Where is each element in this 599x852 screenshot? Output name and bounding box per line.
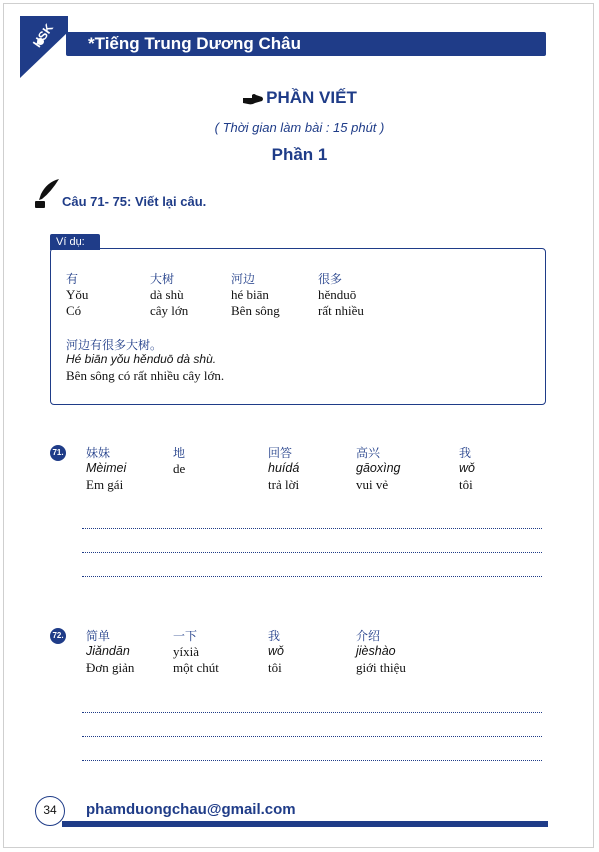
example-sentence-pinyin: Hé biān yǒu hěnduō dà shù. bbox=[66, 352, 217, 366]
exercise-word-pinyin: Mèimei bbox=[86, 461, 127, 475]
example-tab: Ví dụ: bbox=[50, 234, 100, 250]
exercise-word-vietnamese: một chút bbox=[173, 660, 219, 675]
example-word-vietnamese: cây lớn bbox=[150, 303, 189, 318]
exercise-word-zh: 妹妹 bbox=[86, 446, 111, 460]
example-word-pinyin: dà shù bbox=[150, 287, 184, 302]
example-word-vietnamese: rất nhiều bbox=[318, 303, 364, 318]
exercise-word-vietnamese: tôi bbox=[268, 660, 282, 675]
brand-header: *Tiếng Trung Dương Châu bbox=[66, 32, 546, 56]
footer-email[interactable]: phamduongchau@gmail.com bbox=[86, 801, 296, 818]
example-word-pinyin: Yǒu bbox=[66, 287, 89, 302]
example-word-pinyin: hěnduō bbox=[318, 287, 357, 302]
section-title: PHẦN VIẾT bbox=[266, 88, 357, 107]
exercise-word-zh: 介绍 bbox=[356, 629, 381, 643]
time-note: ( Thời gian làm bài : 15 phút ) bbox=[214, 120, 385, 135]
exercise-word-zh: 高兴 bbox=[356, 446, 381, 460]
page-number: 34 bbox=[35, 796, 65, 826]
exercise-word-vietnamese: Đơn giản bbox=[86, 660, 135, 675]
example-word-vietnamese: Có bbox=[66, 303, 82, 318]
exercise-word-pinyin: huídá bbox=[268, 461, 300, 475]
exercise-word-pinyin: de bbox=[173, 461, 186, 476]
answer-line[interactable] bbox=[82, 552, 542, 553]
exercise-word-zh: 回答 bbox=[268, 446, 293, 460]
example-word-vietnamese: Bên sông bbox=[231, 303, 280, 318]
exercise-word-zh: 我 bbox=[268, 629, 281, 643]
exercise-number: 71. bbox=[50, 445, 66, 461]
quill-pen-icon bbox=[33, 178, 61, 210]
exercise-word-pinyin: wǒ bbox=[459, 461, 475, 475]
exercise-word-zh: 简单 bbox=[86, 629, 111, 643]
exercise-word-pinyin: yíxià bbox=[173, 644, 199, 659]
pointing-hand-icon bbox=[242, 92, 264, 106]
example-word-zh: 河边 bbox=[231, 272, 256, 286]
question-title: Câu 71- 75: Viết lại câu. bbox=[62, 194, 207, 209]
answer-line[interactable] bbox=[82, 528, 542, 529]
example-word-zh: 大树 bbox=[150, 272, 175, 286]
exercise-word-pinyin: wǒ bbox=[268, 644, 284, 658]
exercise-word-vietnamese: giới thiệu bbox=[356, 660, 406, 675]
example-word-zh: 很多 bbox=[318, 272, 343, 286]
part-heading: Phần 1 bbox=[271, 145, 328, 164]
exercise-word-vietnamese: vui vẻ bbox=[356, 477, 389, 492]
section-title-row bbox=[0, 88, 599, 108]
exercise-word-vietnamese: Em gái bbox=[86, 477, 124, 492]
answer-line[interactable] bbox=[82, 712, 542, 713]
exercise-number: 72. bbox=[50, 628, 66, 644]
example-word-pinyin: hé biān bbox=[231, 287, 269, 302]
answer-line[interactable] bbox=[82, 736, 542, 737]
exercise-word-zh: 我 bbox=[459, 446, 472, 460]
exercise-word-pinyin: gāoxìng bbox=[356, 461, 401, 475]
footer-bar bbox=[62, 821, 548, 827]
exercise-word-vietnamese: tôi bbox=[459, 477, 473, 492]
answer-line[interactable] bbox=[82, 760, 542, 761]
example-sentence-zh: 河边有很多大树。 bbox=[66, 338, 163, 352]
exercise-word-vietnamese: trả lời bbox=[268, 477, 300, 492]
exercise-word-zh: 地 bbox=[173, 446, 186, 460]
example-word-zh: 有 bbox=[66, 272, 79, 286]
exercise-word-pinyin: jièshào bbox=[356, 644, 396, 658]
example-sentence-vietnamese: Bên sông có rất nhiều cây lớn. bbox=[66, 368, 225, 383]
exercise-word-zh: 一下 bbox=[173, 629, 198, 643]
hsk-corner-label: HSK bbox=[30, 21, 57, 51]
answer-line[interactable] bbox=[82, 576, 542, 577]
exercise-word-pinyin: Jiǎndān bbox=[86, 644, 130, 658]
